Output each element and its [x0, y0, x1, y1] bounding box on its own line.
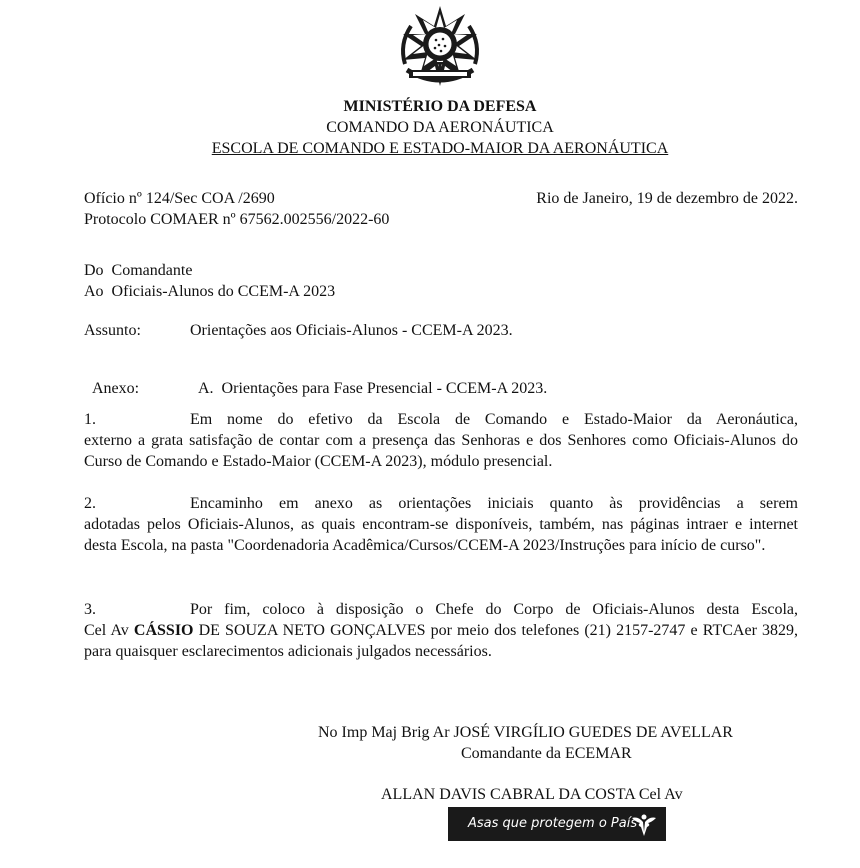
- from-line: Do Comandante: [84, 262, 193, 279]
- to-line: Ao Oficiais-Alunos do CCEM-A 2023: [84, 283, 336, 300]
- motto-text: Asas que protegem o País: [468, 816, 638, 831]
- annex-text: A. Orientações para Fase Presencial - CCEM-A 2023.: [198, 380, 548, 397]
- paragraph-3: [84, 599, 798, 662]
- highlighted-name: CÁSSIO: [133, 622, 194, 639]
- signer-name: ALLAN DAVIS CABRAL DA COSTA Cel Av: [381, 786, 683, 803]
- oficio-number: Ofício nº 124/Sec COA /2690: [84, 190, 275, 207]
- signature-title: No Imp Maj Brig Ar JOSÉ VIRGÍLIO GUEDES DE AVELLAR: [318, 724, 733, 741]
- subject-label: Assunto:: [84, 322, 141, 339]
- paragraph-number: 2.: [84, 495, 96, 512]
- paragraph-1: [84, 409, 798, 472]
- paragraph-first-line: Por fim, coloco à disposição o Chefe do Corpo de Oficiais-Alunos desta Escola,: [190, 601, 798, 618]
- air-force-wings-icon: [630, 810, 658, 838]
- ministry-name: MINISTÉRIO DA DEFESA: [343, 98, 537, 115]
- annex-label: Anexo:: [92, 380, 140, 397]
- signature-role: Comandante da ECEMAR: [461, 745, 632, 762]
- paragraph-first-line: Em nome do efetivo da Escola de Comando e Estado-Maior da Aeronáutica,: [190, 411, 798, 428]
- school-name: ESCOLA DE COMANDO E ESTADO-MAIOR DA AERONÁUTICA: [211, 140, 669, 157]
- paragraph-first-line: Encaminho em anexo as orientações iniciais quanto às providências a serem: [190, 495, 798, 512]
- brazil-coat-of-arms-icon: [395, 4, 485, 90]
- paragraph-body: [84, 620, 798, 662]
- paragraph-text: DE SOUZA NETO GONÇALVES por meio dos telefones (21) 2157-2747 e RTCAer 3829, para quaisquer esclarecimentos adicionais julgados necessários.: [84, 622, 799, 660]
- paragraph-number: 3.: [84, 601, 96, 618]
- protocol-number: Protocolo COMAER nº 67562.002556/2022-60: [84, 211, 390, 228]
- command-name: COMANDO DA AERONÁUTICA: [326, 119, 554, 136]
- paragraph-body: adotadas pelos Oficiais-Alunos, as quais encontram-se disponíveis, também, nas páginas intraer e internet desta Escola, na pasta "Coordenadoria Acadêmica/Cursos/CCEM-A 2023/Instruções para início de curso".: [84, 516, 798, 554]
- paragraph-2: [84, 493, 798, 556]
- paragraph-number: 1.: [84, 411, 96, 428]
- annex-line: [84, 357, 547, 399]
- place-date: Rio de Janeiro, 19 de dezembro de 2022.: [536, 190, 798, 207]
- motto-badge: [448, 807, 666, 841]
- paragraph-body: externo a grata satisfação de contar com a presença das Senhoras e dos Senhores como Oficiais-Alunos do Curso de Comando e Estado-Maior (CCEM-A 2023), módulo presencial.: [84, 432, 798, 470]
- paragraph-text: Cel Av: [84, 622, 134, 639]
- subject-text: Orientações aos Oficiais-Alunos - CCEM-A 2023.: [190, 322, 513, 339]
- subject-line: [84, 320, 513, 341]
